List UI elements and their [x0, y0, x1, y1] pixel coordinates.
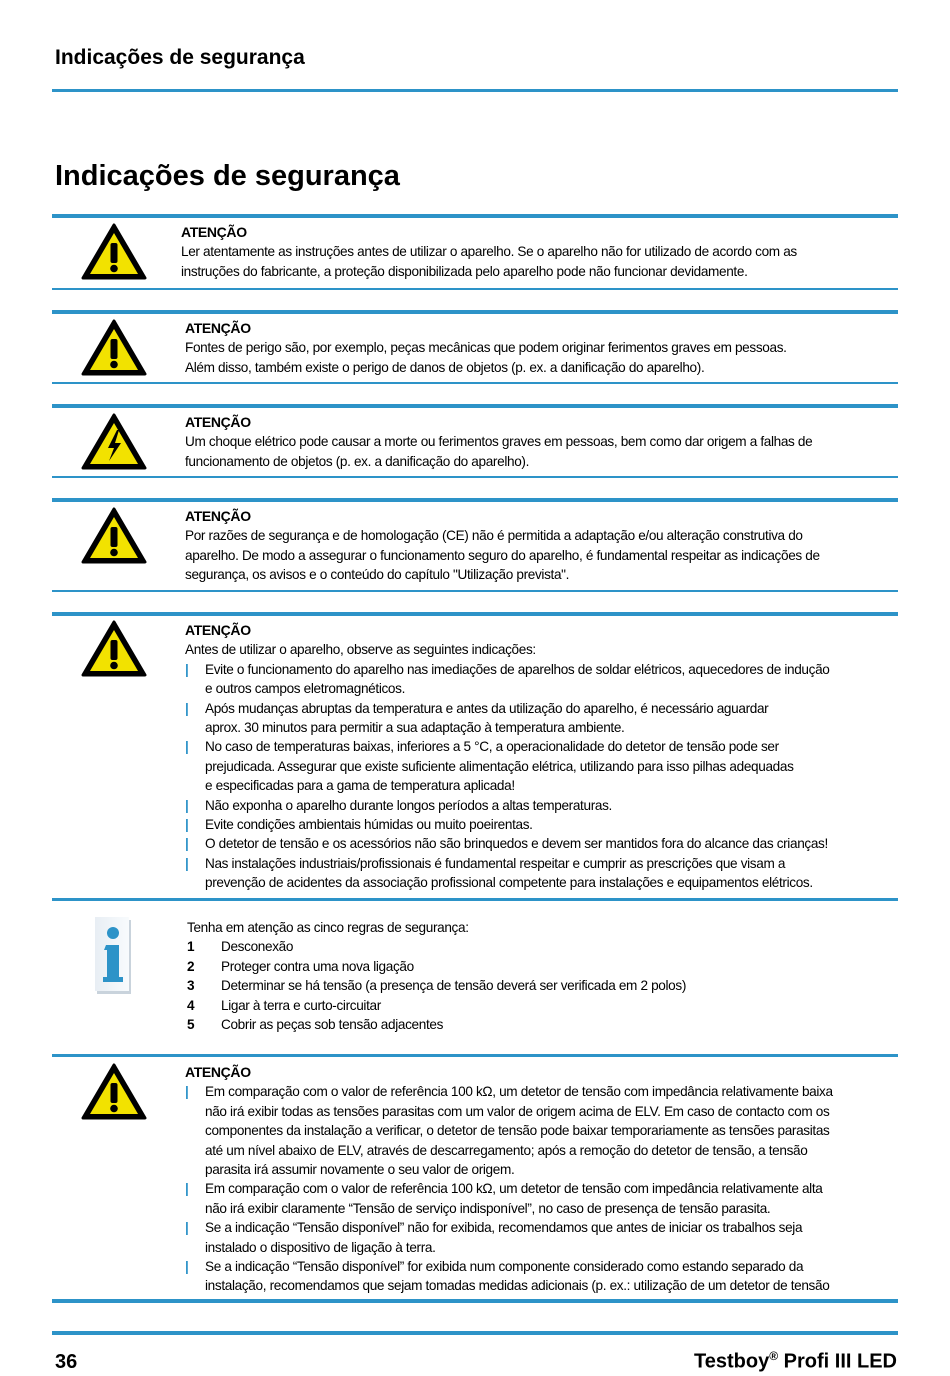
rule-text: Cobrir as peças sob tensão adjacentes: [221, 1017, 444, 1033]
list-item: [187, 957, 686, 976]
text-line: instruções do fabricante, a proteção disponibilizada pelo aparelho pode não funcionar devidamente.: [181, 263, 748, 279]
section-rule: [52, 898, 898, 901]
text-line: Após mudanças abruptas da temperatura e antes da utilização do aparelho, é necessário aguardar: [205, 700, 769, 716]
page-title: Indicações de segurança: [55, 160, 400, 192]
text-line: parasita irá assumir novamente o seu valor de origem.: [205, 1162, 515, 1178]
text-line: Se a indicação “Tensão disponível” for exibida num componente considerado como estando separado da: [205, 1259, 804, 1275]
warning-block: [185, 319, 787, 377]
bullet-bar-icon: |: [185, 836, 189, 852]
section-rule: [52, 1299, 898, 1303]
text-line: Em comparação com o valor de referência 100 kΩ, um detetor de tensão com impedância relativamente baixa: [205, 1084, 833, 1100]
text-line: Em comparação com o valor de referência 100 kΩ, um detetor de tensão com impedância relativamente alta: [205, 1181, 823, 1197]
list-item: [185, 834, 830, 853]
text-line: instalado o dispositivo de ligação à terra.: [205, 1239, 436, 1255]
text-line: Ler atentamente as instruções antes de utilizar o aparelho. Se o aparelho não for utilizado de acordo com as: [181, 244, 797, 260]
bullet-bar-icon: |: [185, 1181, 189, 1197]
list-item: [185, 1179, 833, 1218]
text-line: Fontes de perigo são, por exemplo, peças mecânicas que podem originar ferimentos graves em pessoas.: [185, 340, 787, 356]
text-line: instalação, recomendamos que sejam tomadas medidas adicionais (p. ex.: utilização de um detetor de tensão: [205, 1278, 830, 1294]
text-line: prevenção de acidentes da associação profissional competente para instalações e equipamentos elétricos.: [205, 875, 813, 891]
list-item: [185, 660, 830, 699]
bullet-bar-icon: |: [185, 817, 189, 833]
text-line: Se a indicação “Tensão disponível” não for exibida, recomendamos que antes de iniciar os trabalhos seja: [205, 1220, 803, 1236]
warning-triangle-icon: [81, 223, 147, 281]
bullet-list: [185, 1082, 833, 1295]
warning-triangle-icon: [81, 507, 147, 565]
bullet-bar-icon: |: [185, 1084, 189, 1100]
text-line: e especificadas para a gama de temperatura aplicada!: [205, 778, 515, 794]
footer-rule: [52, 1331, 898, 1335]
brand-name: Testboy: [694, 1350, 770, 1373]
rule-text: Desconexão: [221, 939, 294, 955]
registered-mark: ®: [769, 1349, 779, 1363]
text-line: Evite o funcionamento do aparelho nas imediações de aparelhos de soldar elétricos, aquecedores de indução: [205, 661, 830, 677]
list-item: [185, 1082, 833, 1179]
text-line: prejudicada. Assegurar que existe suficiente alimentação elétrica, utilizando para isso pilhas adequadas: [205, 758, 794, 774]
list-number: 1: [187, 939, 195, 955]
list-item: [187, 996, 686, 1015]
warning-block: [185, 1063, 833, 1296]
warning-triangle-icon: [81, 1063, 147, 1121]
running-header: Indicações de segurança: [55, 46, 305, 69]
info-block: [187, 918, 686, 1034]
bullet-bar-icon: |: [185, 700, 189, 716]
text-line: aprox. 30 minutos para permitir a sua adaptação à temperatura ambiente.: [205, 720, 625, 736]
list-number: 4: [187, 997, 195, 1013]
text-line: componentes da instalação a verificar, o detetor de tensão pode baixar temporariamente as tensões parasitas: [205, 1123, 830, 1139]
section-rule: [52, 590, 898, 592]
bullet-bar-icon: |: [185, 1220, 189, 1236]
list-item: [187, 1015, 686, 1034]
section-rule: [52, 476, 898, 478]
warning-block: [185, 621, 830, 893]
text-line: Não exponha o aparelho durante longos períodos a altas temperaturas.: [205, 797, 612, 813]
list-item: [187, 976, 686, 995]
header-rule: [52, 89, 898, 92]
section-rule: [52, 214, 898, 218]
rule-text: Ligar à terra e curto-circuitar: [221, 997, 381, 1013]
warning-title: ATENÇÃO: [185, 622, 251, 638]
section-rule: [52, 1054, 898, 1057]
info-icon: [95, 917, 133, 995]
list-item: [185, 1257, 833, 1296]
list-number: 3: [187, 978, 195, 994]
list-item: [185, 854, 830, 893]
bullet-list: [185, 660, 830, 893]
product-label: Profi III LED: [778, 1350, 897, 1373]
section-rule: [52, 382, 898, 384]
warning-block: [185, 413, 812, 471]
list-item: [187, 937, 686, 956]
list-item: [185, 796, 830, 815]
intro-text: Tenha em atenção as cinco regras de segurança:: [187, 920, 469, 935]
section-rule: [52, 404, 898, 408]
warning-block: [185, 507, 820, 585]
list-number: 2: [187, 958, 195, 974]
section-rule: [52, 310, 898, 314]
bullet-bar-icon: |: [185, 797, 189, 813]
text-line: O detetor de tensão e os acessórios não são brinquedos e devem ser mantidos fora do alcance das crianças!: [205, 836, 828, 852]
bullet-bar-icon: |: [185, 855, 189, 871]
text-line: aparelho. De modo a assegurar o funcionamento seguro do aparelho, é fundamental respeitar as indicações de: [185, 547, 820, 563]
text-line: funcionamento de objetos (p. ex. a danificação do aparelho).: [185, 453, 530, 469]
rule-text: Determinar se há tensão (a presença de tensão deverá ser verificada em 2 polos): [221, 978, 687, 994]
text-line: Nas instalações industriais/profissionais é fundamental respeitar e cumprir as prescrições que visam a: [205, 855, 786, 871]
section-rule: [52, 288, 898, 290]
list-item: [185, 1218, 833, 1257]
text-line: Além disso, também existe o perigo de danos de objetos (p. ex. a danificação do aparelho).: [185, 359, 705, 375]
warning-title: ATENÇÃO: [185, 320, 251, 336]
bullet-bar-icon: |: [185, 1259, 189, 1275]
text-line: não irá exibir claramente “Tensão de serviço indisponível”, no caso de presença de tensão parasita.: [205, 1200, 771, 1216]
bullet-bar-icon: |: [185, 739, 189, 755]
bullet-bar-icon: |: [185, 661, 189, 677]
warning-title: ATENÇÃO: [185, 414, 251, 430]
warning-triangle-icon: [81, 319, 147, 377]
electric-shock-icon: [81, 413, 147, 471]
text-line: Um choque elétrico pode causar a morte ou ferimentos graves em pessoas, bem como dar origem a falhas de: [185, 434, 813, 450]
rule-text: Proteger contra uma nova ligação: [221, 958, 414, 974]
text-line: No caso de temperaturas baixas, inferiores a 5 °C, a operacionalidade do detetor de tensão pode ser: [205, 739, 779, 755]
warning-title: ATENÇÃO: [185, 508, 251, 524]
warning-title: ATENÇÃO: [181, 224, 247, 240]
text-line: não irá exibir todas as tensões parasitas com um valor de origem acima de ELV. Em caso de contacto com os: [205, 1103, 830, 1119]
intro-text: Antes de utilizar o aparelho, observe as seguintes indicações:: [185, 642, 536, 658]
product-name: [694, 1349, 897, 1374]
list-number: 5: [187, 1017, 195, 1033]
list-item: [185, 699, 830, 738]
list-item: [185, 737, 830, 795]
text-line: até um nível abaixo de ELV, através de descarregamento; após a remoção do detetor de tensão, a tensão: [205, 1142, 808, 1158]
section-rule: [52, 498, 898, 502]
list-item: [185, 815, 830, 834]
section-rule: [52, 612, 898, 616]
text-line: Evite condições ambientais húmidas ou muito poeirentas.: [205, 817, 533, 833]
text-line: segurança, os avisos e o conteúdo do capítulo "Utilização prevista".: [185, 567, 570, 583]
text-line: Por razões de segurança e de homologação (CE) não é permitida a adaptação e/ou alteração construtiva do: [185, 528, 803, 544]
numbered-list: [187, 937, 686, 1034]
page-number: 36: [55, 1351, 78, 1373]
warning-block: [181, 223, 797, 281]
text-line: e outros campos eletromagnéticos.: [205, 681, 406, 697]
warning-title: ATENÇÃO: [185, 1064, 251, 1080]
warning-triangle-icon: [81, 620, 147, 678]
